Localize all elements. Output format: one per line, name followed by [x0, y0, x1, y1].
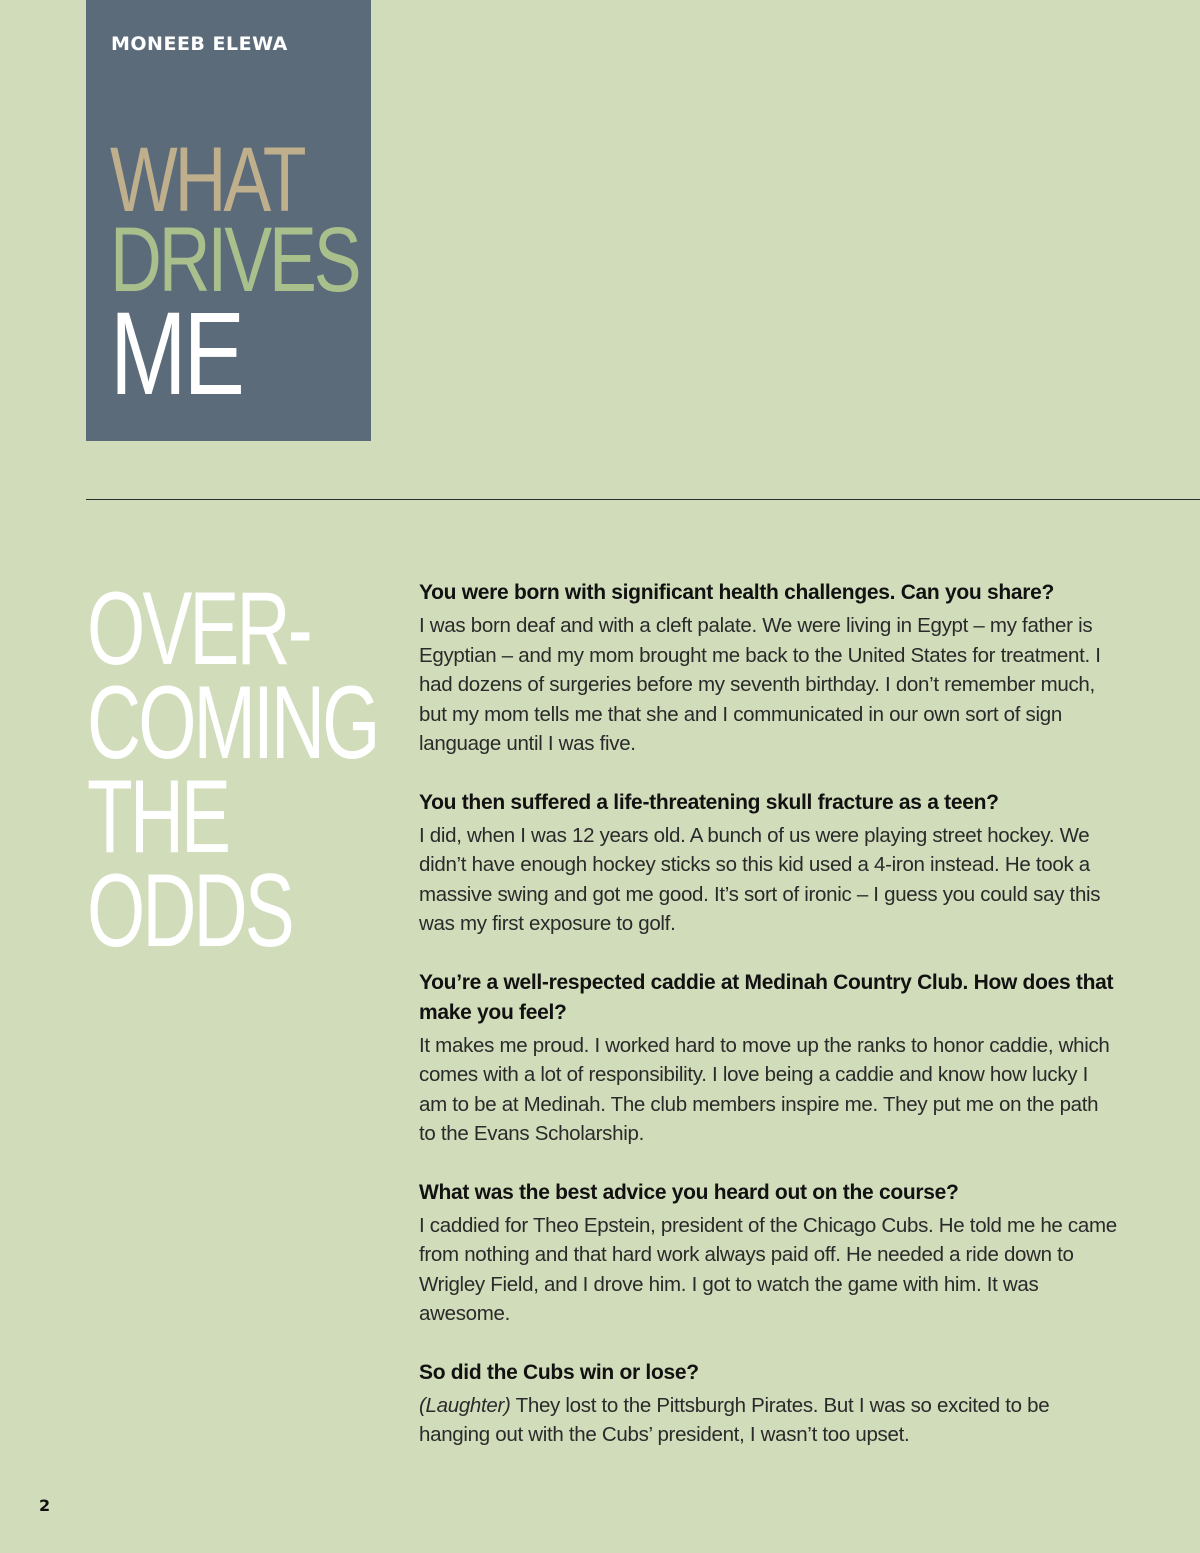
section-title-line: THE — [87, 759, 229, 875]
headline-line-drives: DRIVES — [110, 209, 359, 311]
page-number: 2 — [39, 1496, 51, 1515]
section-title-line: COMING — [87, 665, 378, 781]
question: So did the Cubs win or lose? — [419, 1360, 699, 1384]
qa-item — [419, 1178, 1119, 1329]
answer: I was born deaf and with a cleft palate. We were living in Egypt – my father is Egyptian – and my mom brought me back to the United States for treatment. I had dozens of surgeries before my seventh birthday. I don’t remember much, but my mom tells me that she and I communicated in our own sort of sign language until I was five. — [419, 614, 1101, 755]
answer: It makes me proud. I worked hard to move up the ranks to honor caddie, which comes with a lot of responsibility. I love being a caddie and know how lucky I am to be at Medinah. The club members inspire me. They put me on the path to the Evans Scholarship. — [419, 1033, 1110, 1145]
question: You then suffered a life-threatening skull fracture as a teen? — [419, 790, 999, 814]
question: You’re a well-respected caddie at Medinah Country Club. How does that make you feel? — [419, 970, 1114, 1024]
title-block — [86, 0, 371, 441]
headline — [110, 129, 429, 420]
qa-item — [419, 968, 1119, 1149]
horizontal-divider — [86, 499, 1200, 500]
answer-text: They lost to the Pittsburgh Pirates. But I was so excited to be hanging out with the Cubs’ president, I wasn’t too upset. — [419, 1393, 1050, 1446]
interview-qa — [419, 578, 1119, 1479]
question: What was the best advice you heard out on the course? — [419, 1180, 959, 1204]
qa-item — [419, 578, 1119, 759]
headline-line-me: ME — [110, 288, 242, 420]
answer — [419, 1391, 1119, 1450]
answer: I caddied for Theo Epstein, president of the Chicago Cubs. He told me he came from nothing and that hard work always paid off. He needed a ride down to Wrigley Field, and I drove him. I got to watch the game with him. It was awesome. — [419, 1213, 1117, 1325]
answer: I did, when I was 12 years old. A bunch of us were playing street hockey. We didn’t have enough hockey sticks so this kid used a 4-iron instead. He took a massive swing and got me good. It’s sort of ironic – I guess you could say this was my first exposure to golf. — [419, 823, 1101, 935]
author-name: MONEEB ELEWA — [111, 33, 288, 55]
question: You were born with significant health challenges. Can you share? — [419, 581, 1055, 604]
section-title-line: OVER- — [87, 571, 310, 687]
qa-item — [419, 1358, 1119, 1450]
headline-line-what: WHAT — [110, 129, 304, 231]
answer-laughter-note: (Laughter) — [419, 1393, 511, 1417]
qa-item — [419, 788, 1119, 939]
section-title-line: ODDS — [87, 853, 292, 969]
